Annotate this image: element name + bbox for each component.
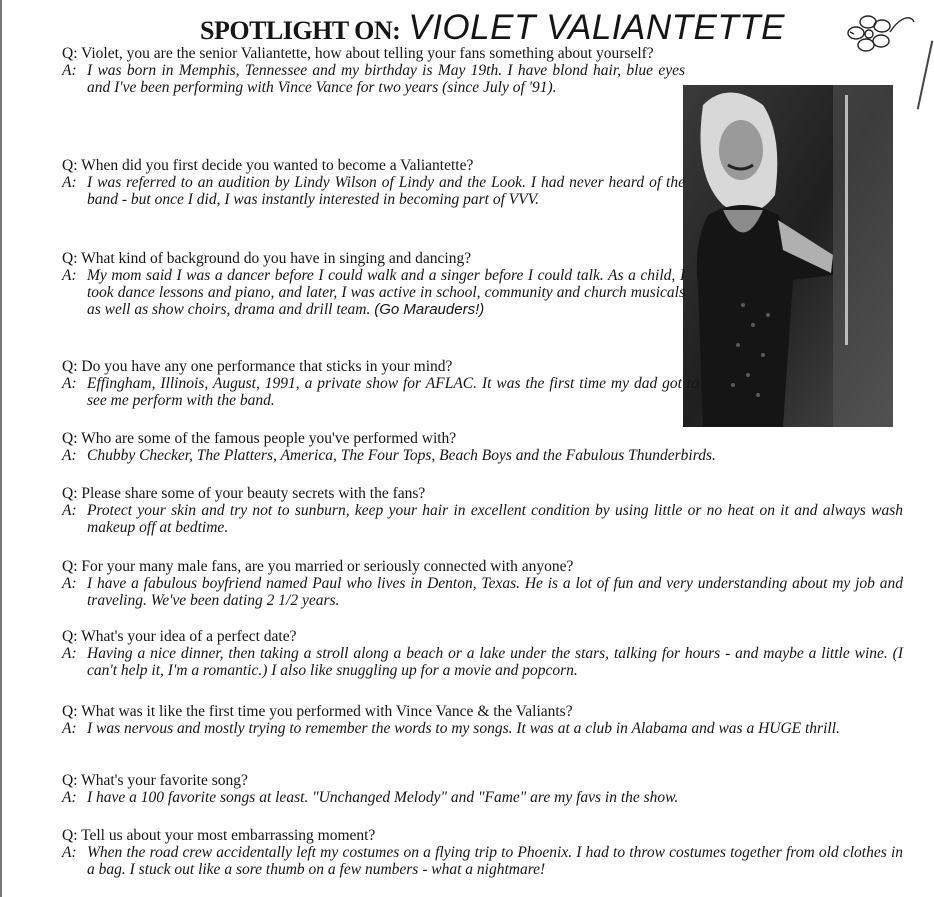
title-lead: SPOTLIGHT ON: bbox=[200, 16, 401, 45]
qa-item bbox=[62, 250, 685, 318]
answer bbox=[62, 375, 699, 409]
question-text: Q: What was it like the first time you performed with Vince Vance & the Valiants? bbox=[62, 703, 573, 720]
qa-item bbox=[62, 827, 903, 878]
question-text: Q: Violet, you are the senior Valiantette, how about telling your fans something about yourself? bbox=[62, 45, 654, 62]
answer-prefix: A: bbox=[62, 844, 77, 861]
page-edge bbox=[0, 0, 2, 897]
answer bbox=[62, 502, 903, 536]
question-text: Q: For your many male fans, are you married or seriously connected with anyone? bbox=[62, 558, 574, 575]
answer-prefix: A: bbox=[62, 789, 77, 806]
question-text: Q: What's your idea of a perfect date? bbox=[62, 628, 297, 645]
answer-text: I have a 100 favorite songs at least. "Unchanged Melody" and "Fame" are my favs in the show. bbox=[87, 789, 679, 806]
answer-text: When the road crew accidentally left my costumes on a flying trip to Phoenix. I had to throw costumes together from old clothes in a bag. I stuck out like a sore thumb on a few numbers - what a nightmare! bbox=[87, 844, 903, 878]
pen-mark bbox=[917, 41, 934, 110]
answer-text: I was nervous and mostly trying to remember the words to my songs. It was at a club in Alabama and was a HUGE thrill. bbox=[87, 720, 840, 737]
answer bbox=[62, 575, 903, 609]
question-text: Q: Do you have any one performance that sticks in your mind? bbox=[62, 358, 453, 375]
answer-text: I was referred to an audition by Lindy Wilson of Lindy and the Look. I had never heard of the band - but once I did, I was instantly interested in becoming part of VVV. bbox=[87, 174, 685, 208]
answer-text: I was born in Memphis, Tennessee and my birthday is May 19th. I have blond hair, blue eyes and I've been performing with Vince Vance for two years (since July of '91). bbox=[87, 62, 685, 96]
answer bbox=[62, 720, 903, 737]
question-text: Q: Tell us about your most embarrassing moment? bbox=[62, 827, 376, 844]
title-name: VIOLET VALIANTETTE bbox=[408, 8, 785, 47]
page-title bbox=[200, 8, 785, 48]
answer-text: My mom said I was a dancer before I could walk and a singer before I could talk. As a child, I took dance lessons and piano, and later, I was active in school, community and church musicals as well as show choirs, drama and drill team. bbox=[87, 267, 685, 318]
answer-text: I have a fabulous boyfriend named Paul who lives in Denton, Texas. He is a lot of fun and very understanding about my job and traveling. We've been dating 2 1/2 years. bbox=[87, 575, 903, 609]
qa-item bbox=[62, 558, 903, 609]
qa-item bbox=[62, 485, 903, 536]
answer-prefix: A: bbox=[62, 720, 77, 737]
qa-item bbox=[62, 772, 878, 806]
answer-prefix: A: bbox=[62, 447, 77, 464]
answer-prefix: A: bbox=[62, 174, 77, 191]
answer-text: Having a nice dinner, then taking a stroll along a beach or a lake under the stars, talking for hours - and maybe a little wine. (I can't help it, I'm a romantic.) I also like snuggling up for a movie and popcorn. bbox=[87, 645, 903, 679]
flower-doodle-icon bbox=[846, 12, 916, 58]
question-text: Q: Please share some of your beauty secrets with the fans? bbox=[62, 485, 426, 502]
answer-prefix: A: bbox=[62, 575, 77, 592]
answer-extra: (Go Marauders!) bbox=[374, 301, 485, 318]
answer-prefix: A: bbox=[62, 375, 77, 392]
answer bbox=[62, 789, 903, 806]
qa-item bbox=[62, 703, 878, 737]
qa-item bbox=[62, 358, 699, 409]
question-text: Q: What's your favorite song? bbox=[62, 772, 248, 789]
answer bbox=[62, 844, 903, 878]
answer-text: Effingham, Illinois, August, 1991, a private show for AFLAC. It was the first time my dad got to see me perform with the band. bbox=[87, 375, 699, 409]
question-text: Q: Who are some of the famous people you've performed with? bbox=[62, 430, 457, 447]
qa-item bbox=[62, 157, 685, 208]
answer bbox=[62, 62, 685, 96]
answer-prefix: A: bbox=[62, 267, 77, 284]
answer-text: Protect your skin and try not to sunburn, keep your hair in excellent condition by using little or no heat on it and always wash makeup off at bedtime. bbox=[87, 502, 903, 536]
question-text: Q: When did you first decide you wanted to become a Valiantette? bbox=[62, 157, 474, 174]
qa-item bbox=[62, 430, 882, 464]
answer bbox=[62, 645, 903, 679]
qa-item bbox=[62, 45, 685, 96]
answer-prefix: A: bbox=[62, 62, 77, 79]
answer bbox=[62, 174, 685, 208]
answer-prefix: A: bbox=[62, 645, 77, 662]
answer-prefix: A: bbox=[62, 502, 77, 519]
answer bbox=[62, 447, 907, 464]
qa-item bbox=[62, 628, 903, 679]
portrait-photo bbox=[683, 85, 893, 427]
question-text: Q: What kind of background do you have in singing and dancing? bbox=[62, 250, 472, 267]
portrait-photo-icon bbox=[683, 85, 893, 427]
answer bbox=[62, 267, 685, 318]
answer-text: Chubby Checker, The Platters, America, The Four Tops, Beach Boys and the Fabulous Thunderbirds. bbox=[87, 447, 716, 464]
